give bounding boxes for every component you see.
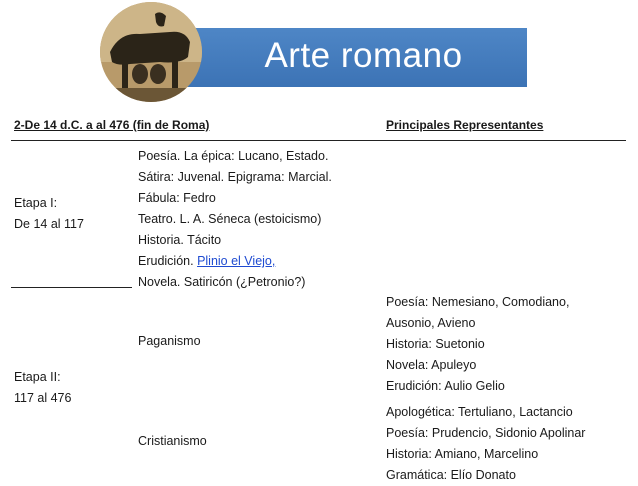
cristianismo-rep: Historia: Amiano, Marcelino [386,447,539,461]
cristianismo-rep: Poesía: Prudencio, Sidonio Apolinar [386,426,586,440]
plinio-link[interactable]: Plinio el Viejo, [197,254,276,268]
column-header-period: 2-De 14 d.C. a al 476 (fin de Roma) [14,118,210,132]
page-title: Arte romano [264,36,463,75]
stage1-line: Poesía. La épica: Lucano, Estado. [138,149,329,163]
paganismo-rep: Novela: Apuleyo [386,358,477,372]
stage-divider [11,287,132,288]
paganismo-rep: Ausonio, Avieno [386,316,476,330]
cristianismo-rep: Gramática: Elío Donato [386,468,516,482]
stage1-line: Fábula: Fedro [138,191,216,205]
cristianismo-label: Cristianismo [138,434,207,448]
stage1-line: Teatro. L. A. Séneca (estoicismo) [138,212,322,226]
paganismo-rep: Historia: Suetonio [386,337,485,351]
stage2-label: Etapa II: [14,370,61,384]
cristianismo-rep: Apologética: Tertuliano, Lactancio [386,405,573,419]
paganismo-label: Paganismo [138,334,201,348]
stage1-line: Novela. Satiricón (¿Petronio?) [138,275,306,289]
stage2-range: 117 al 476 [14,391,72,405]
paganismo-rep: Poesía: Nemesiano, Comodiano, [386,295,570,309]
stage1-label: Etapa I: [14,196,58,210]
header-divider [11,140,626,141]
stage1-range: De 14 al 117 [14,217,84,231]
stage1-line: Historia. Tácito [138,233,222,247]
paganismo-rep: Erudición: Aulio Gelio [386,379,505,393]
stage1-line: Sátira: Juvenal. Epigrama: Marcial. [138,170,332,184]
she-wolf-statue-image [100,2,202,102]
erudicion-prefix: Erudición. [138,254,198,268]
stage1-erudicion-line [138,251,275,272]
column-header-representatives: Principales Representantes [386,118,544,132]
